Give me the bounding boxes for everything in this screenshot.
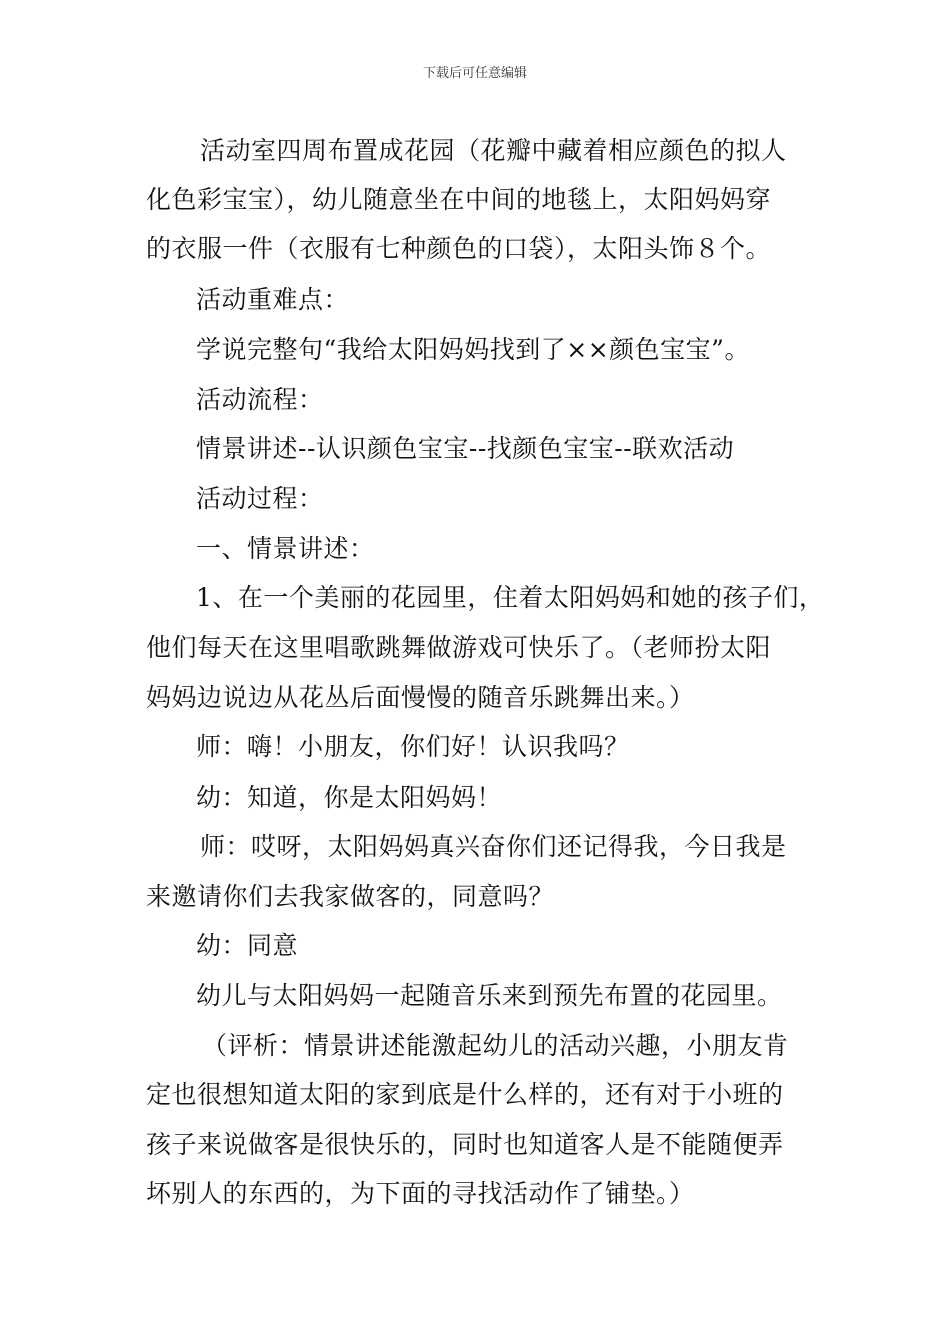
paragraph-line: 妈妈边说边从花丛后面慢慢的随音乐跳舞出来。）: [146, 683, 695, 712]
dialogue-line: 师：嗨！小朋友，你们好！认识我吗？: [196, 732, 630, 761]
dialogue-line: 来邀请你们去我家做客的，同意吗？: [146, 882, 555, 911]
paragraph-line: 活动室四周布置成花园（花瓣中藏着相应颜色的拟人: [200, 136, 787, 165]
section-heading: 活动过程：: [196, 484, 324, 513]
paragraph-line: 他们每天在这里唱歌跳舞做游戏可快乐了。（老师扮太阳: [146, 633, 772, 662]
commentary-line: 坏别人的东西的，为下面的寻找活动作了铺垫。）: [146, 1179, 695, 1208]
section-heading: 活动重难点：: [196, 285, 350, 314]
dialogue-line: 幼：同意: [196, 931, 299, 960]
paragraph-line: 1、在一个美丽的花园里，住着太阳妈妈和她的孩子们，: [196, 583, 825, 612]
commentary-line: 定也很想知道太阳的家到底是什么样的，还有对于小班的: [146, 1080, 784, 1109]
paragraph-line: 学说完整句“我给太阳妈妈找到了××颜色宝宝”。: [196, 335, 750, 364]
commentary-line: （评析：情景讲述能激起幼儿的活动兴趣，小朋友肯: [202, 1031, 789, 1060]
paragraph-line: 情景讲述--认识颜色宝宝--找颜色宝宝--联欢活动: [196, 434, 735, 463]
paragraph-line: 化色彩宝宝），幼儿随意坐在中间的地毯上，太阳妈妈穿: [146, 185, 772, 214]
page-header: 下载后可任意编辑: [422, 66, 527, 81]
section-heading: 活动流程：: [196, 385, 324, 414]
dialogue-line: 幼：知道，你是太阳妈妈！: [196, 783, 503, 812]
paragraph-line: 的衣服一件（衣服有七种颜色的口袋），太阳头饰８个。: [146, 234, 772, 263]
dialogue-line: 师：哎呀，太阳妈妈真兴奋你们还记得我，今日我是: [200, 832, 787, 861]
paragraph-line: 幼儿与太阳妈妈一起随音乐来到预先布置的花园里。: [196, 981, 783, 1010]
commentary-line: 孩子来说做客是很快乐的，同时也知道客人是不能随便弄: [146, 1130, 784, 1159]
section-heading: 一、情景讲述：: [196, 534, 375, 563]
